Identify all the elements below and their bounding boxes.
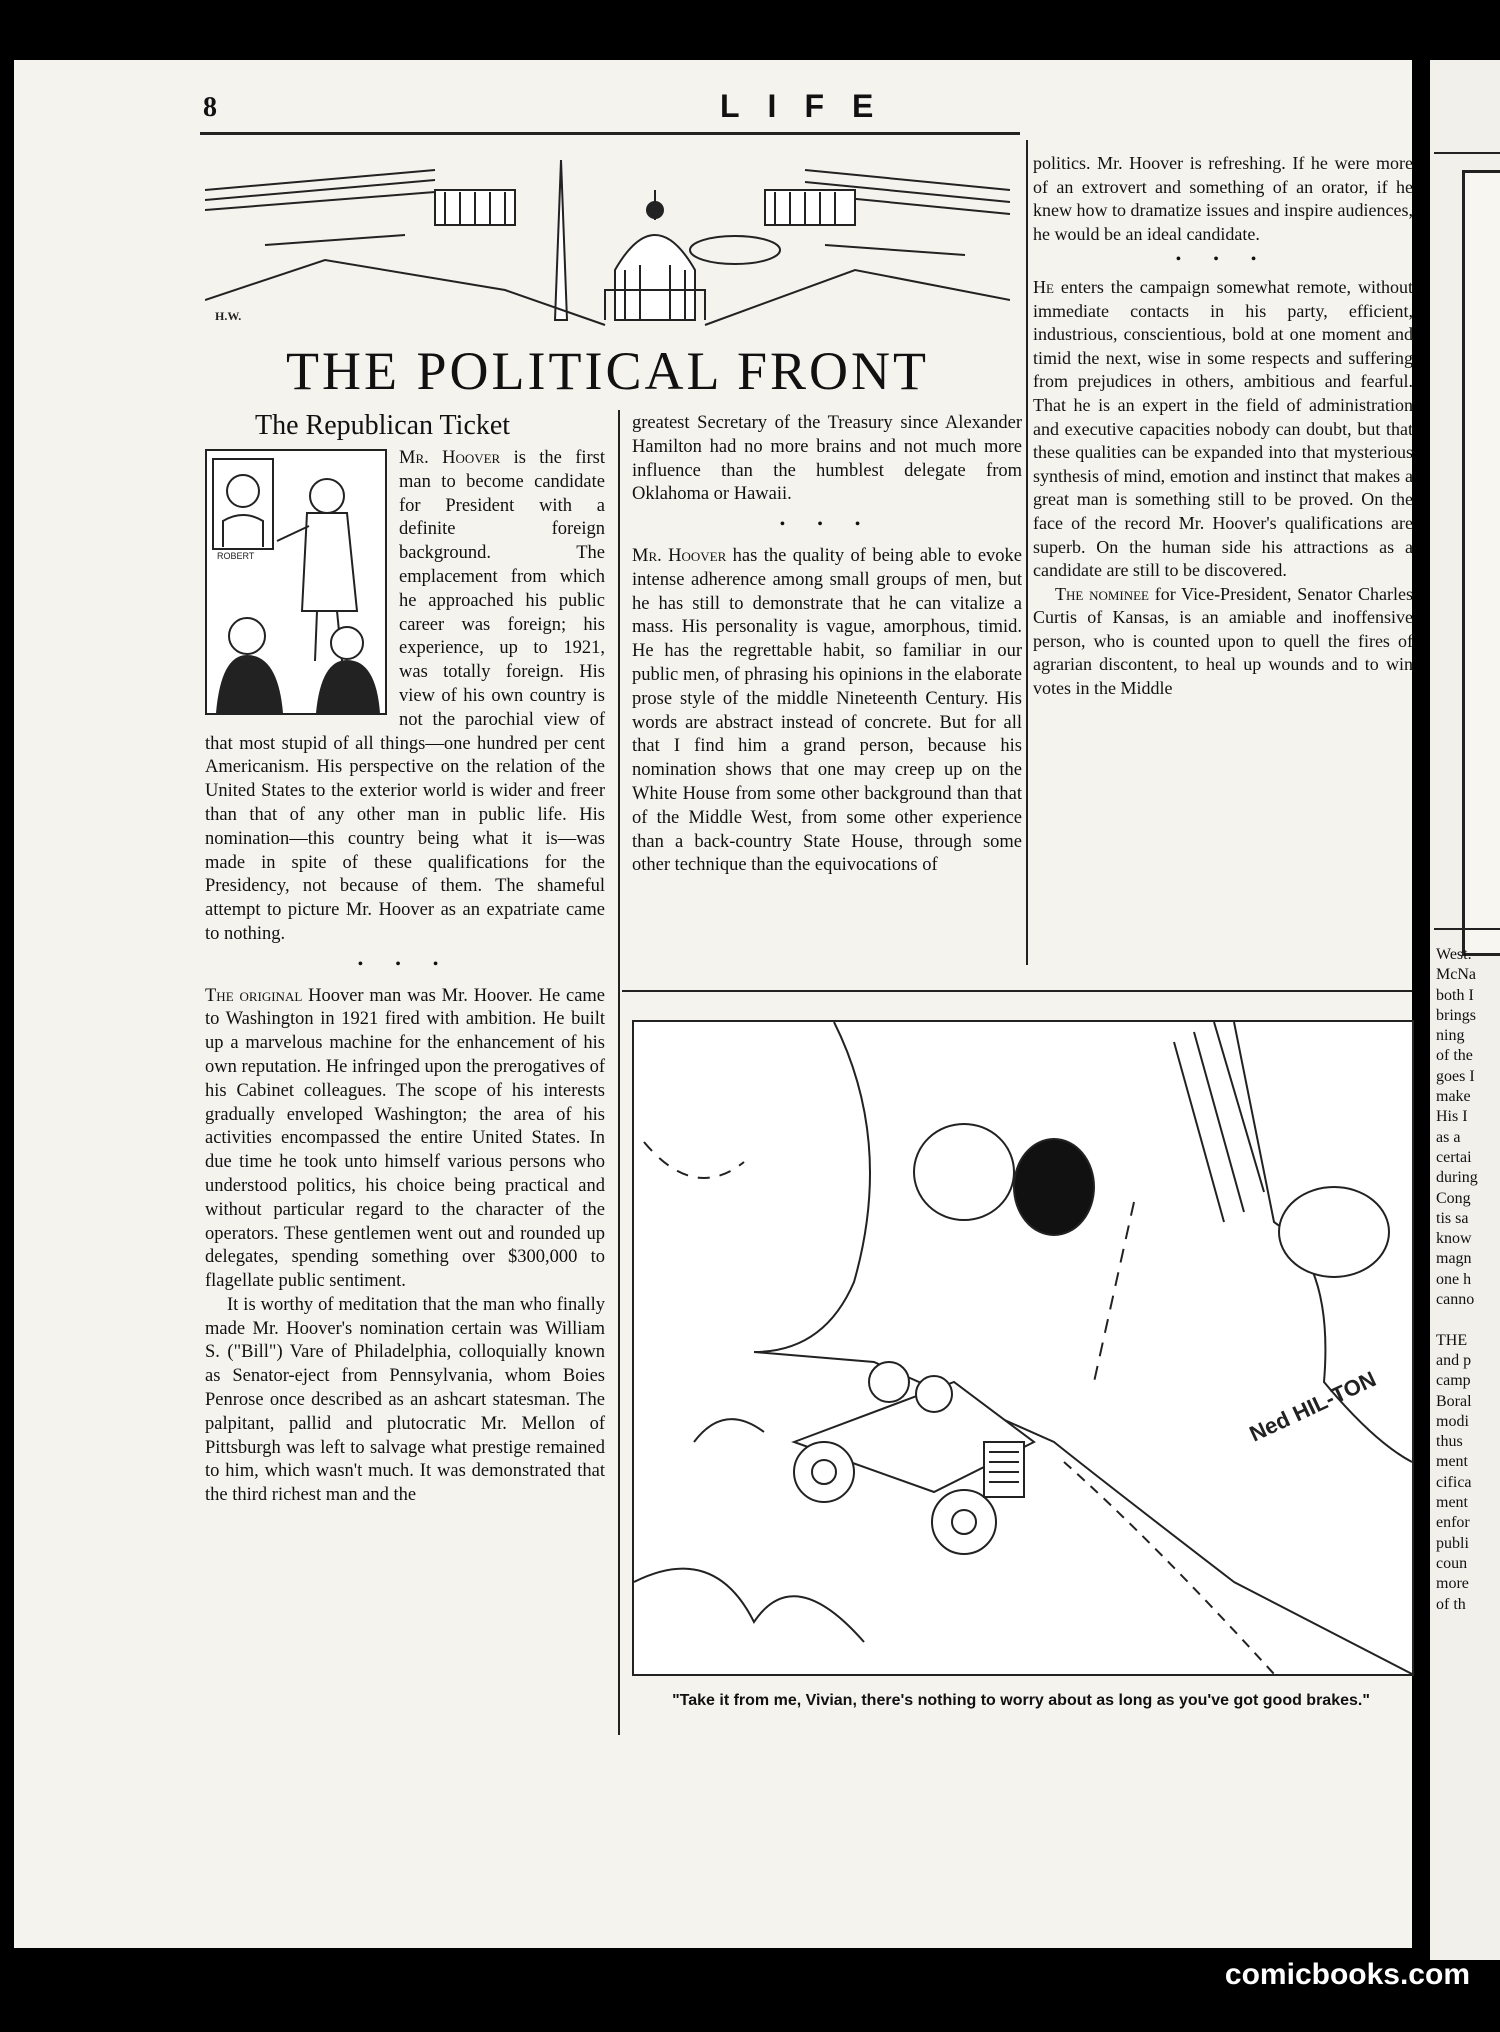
column-rule xyxy=(618,410,620,1735)
mountain-car-cartoon xyxy=(632,1020,1414,1676)
article-column-2: greatest Secretary of the Treasury since Alexander Hamilton had no more brains and not much more influence than the humblest delegate from Oklahoma or Hawaii. • • • Mr. Hoover has the quality of being able to evoke intense adherence among small groups of men, but he has still to demonstrate that he can vitalize a mass. His personality is vague, amorphous, timid. He has the regrettable habit, so familiar in our public men, of phrasing his opinions in the elaborate prose style of the middle Nineteenth Century. His words are abstract instead of concrete. But for all that I find him a grand person, because his nomination shows that one may creep up on the White House from some other background than that of the Middle West, from some other experience than a back-country State House, through some other technique than the equivocations of xyxy=(632,413,1022,876)
section-divider: • • • xyxy=(357,955,453,973)
illustration-signature: H.W. xyxy=(215,309,242,323)
adjacent-page xyxy=(1430,60,1500,1960)
header-rule xyxy=(200,132,1020,135)
cartoon-top-rule xyxy=(622,990,1412,992)
adjacent-page-rule xyxy=(1434,152,1500,154)
section-divider: • • • xyxy=(1175,251,1271,269)
watermark: comicbooks.com xyxy=(1224,1958,1470,1991)
article-subtitle: The Republican Ticket xyxy=(255,410,511,441)
column-rule xyxy=(1026,140,1028,965)
cartoon-signature: Ned HIL-TON xyxy=(1245,1366,1380,1447)
cartoon-caption: "Take it from me, Vivian, there's nothing to worry about as long as you've got good brakes." xyxy=(672,1692,1370,1709)
magazine-title: LIFE xyxy=(720,88,902,124)
hoover-portrait-cartoon xyxy=(205,449,387,715)
article-title: THE POLITICAL FRONT xyxy=(286,341,929,401)
page-number: 8 xyxy=(203,92,217,123)
article-column-3: politics. Mr. Hoover is refreshing. If he were more of an extrovert and something of an orator, if he knew how to dramatize issues and inspire audiences, he would be an ideal candidate. • • • He enters the campaign somewhat remote, without immediate contacts in his party, efficient, industrious, conscientious, bold at one moment and timid the next, wise in some respects and suffering from prejudices in others, ambitious and fearful. That he is an expert in the field of administration and executive capacities nobody can doubt, but that these qualities can be expanded into that mysterious synthesis of mind, emotion and instinct that makes a great man is something still to be proved. On the face of the record Mr. Hoover's qualifications are superb. On the human side his attractions as a candidate are still to be discovered. The nominee for Vice-President, Senator Charles Curtis of Kansas, is an amiable and inoffensive person, who is counted upon to quell the fires of agrarian discontent, to heal up wounds and to win votes in the Middle xyxy=(1033,153,1414,699)
washington-skyline-illustration xyxy=(205,150,1010,330)
article-column-1: ROBERT Mr. Hoover is the first man to become candidate for President with a definite foreign background. The emplacement from which he approached his public career was foreign; his experience, up to 1921, was totally foreign. His view of his own country is not the parochial view of that most stupid of all things—one hundred per cent Americanism. His perspective on the relation of the United States to the exterior world is wider and freer than that of any other man in public life. His nomination—this country being what it is—was made in spite of these qualifications for the Presidency, not because of them. The shameful attempt to picture Mr. Hoover as an expatriate came to nothing. • • • The original Hoover man was Mr. Hoover. He came to Washington in 1921 fired with ambition. He built up a marvelous machine for the enhancement of his own reputation. He infringed upon the prerogatives of his Cabinet colleagues. The scope of his interests gradually enveloped Washington; the area of his activities encompassed the entire United States. In due time he took unto himself various persons who understood politics, his choice being practical and without particular regard to the character of the operators. These gentlemen went out and rounded up delegates, spending something over $300,000 to flagellate public sentiment. It is worthy of meditation that the man who finally made Mr. Hoover's nomination certain was William S. ("Bill") Vare of Philadelphia, colloquially known as Senator-eject from Pennsylvania, whom Boies Penrose once described as an ashcart statesman. The palpitant, pallid and plutocratic Mr. Mellon of Pittsburgh was left to salvage what prestige remained to him, which wasn't much. It was demonstrated that the third richest man and the xyxy=(205,448,606,1506)
adjacent-page-text: West. McNa both I brings ning of the goes I make His I as a certai during Cong tis sa know magn one h canno THE and p camp Boral modi thus ment cifica ment enfor publi coun more of th xyxy=(1436,946,1478,1613)
adjacent-page-rule xyxy=(1434,928,1500,930)
adjacent-page-illustration-frame xyxy=(1462,170,1500,956)
section-divider: • • • xyxy=(779,516,875,534)
svg-text:ROBERT: ROBERT xyxy=(217,551,255,561)
